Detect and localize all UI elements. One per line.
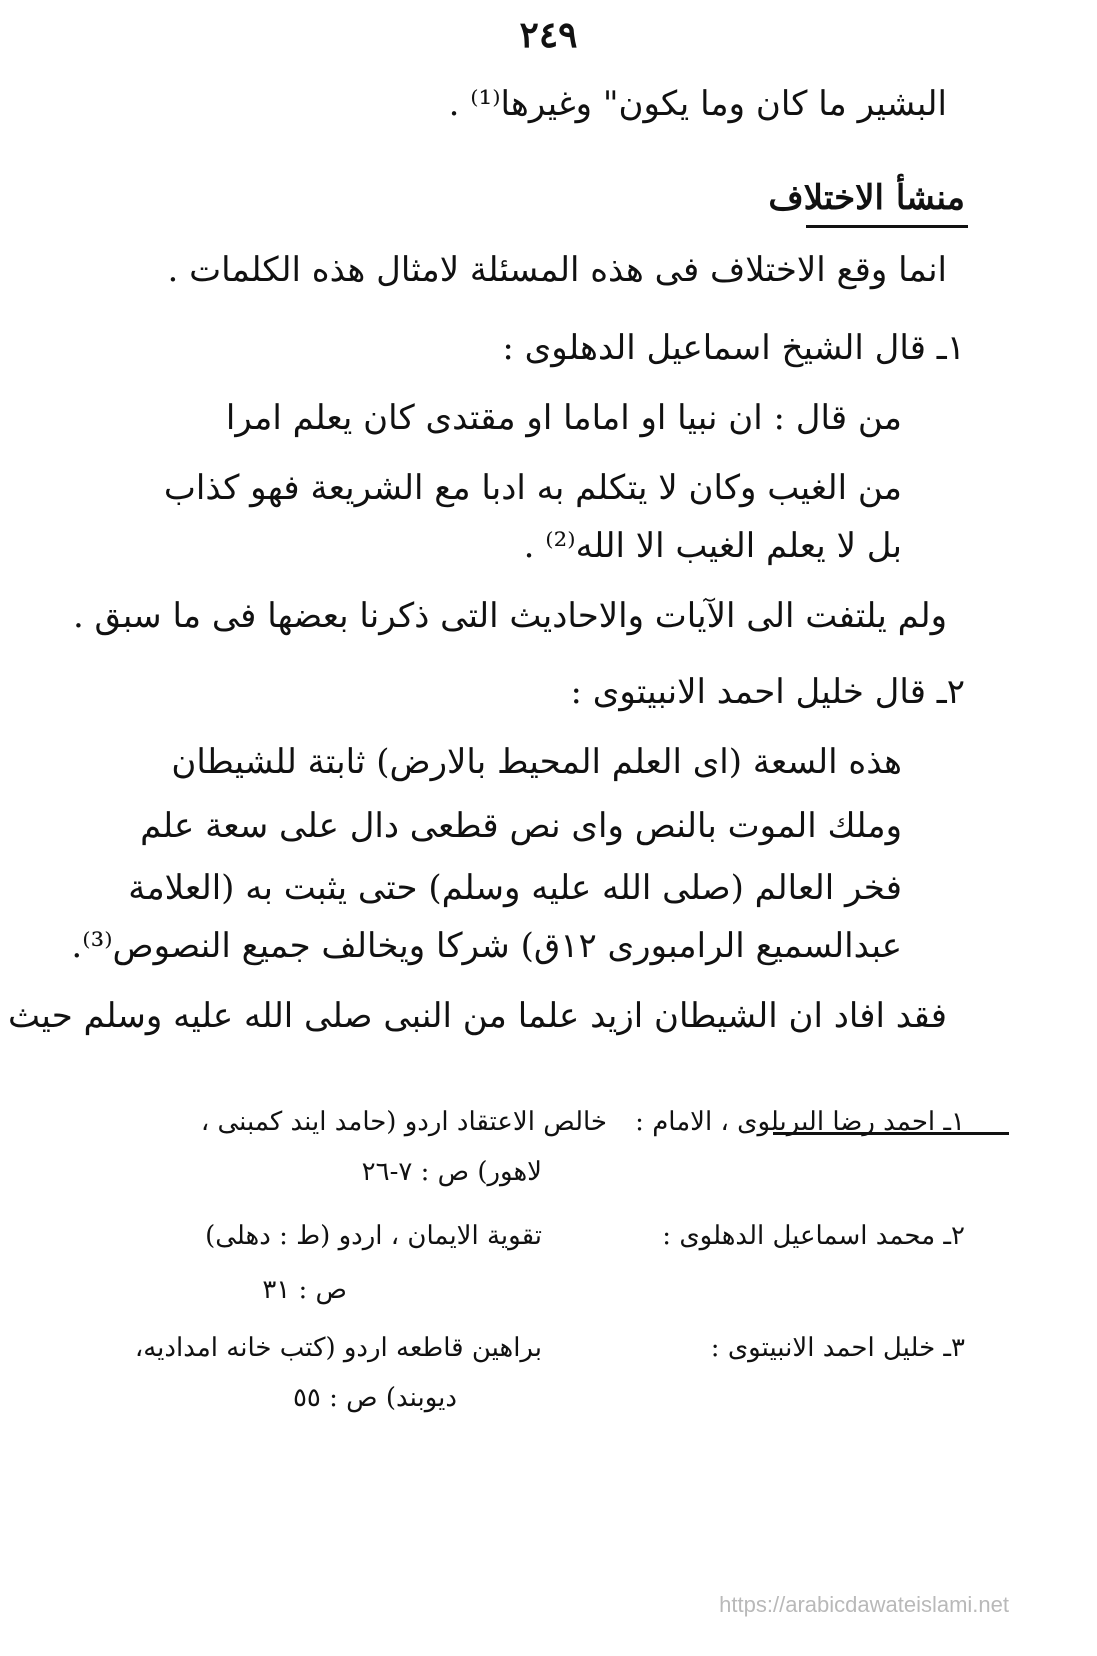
footnote-continuation: ص : ٣١ [262,1275,347,1305]
footnote-continuation: ديوبند) ص : ٥٥ [292,1383,457,1413]
numbered-item: ١ـ قال الشيخ اسماعيل الدهلوى : [502,328,965,368]
numbered-item: ٢ـ قال خليل احمد الانبيتوى : [570,672,965,712]
page-number: ٢٤٩ [519,14,578,56]
footnote-title: براهين قاطعه اردو (كتب خانه امداديه، [134,1333,542,1363]
footnote-author: ٣ـ خليل احمد الانبيتوى : [710,1333,965,1363]
quote-line: هذه السعة (اى العلم المحيط بالارض) ثابتة للشيطان [171,742,902,782]
footnote-title: تقوية الايمان ، اردو (ط : دهلى) [205,1221,542,1251]
footnote-continuation: لاهور) ص : ٧-٢٦ [361,1157,542,1187]
footnote-author: ٢ـ محمد اسماعيل الدهلوى : [662,1221,965,1251]
watermark-url: https://arabicdawateislami.net [719,1592,1009,1617]
section-heading: منشأ الاختلاف [768,178,965,218]
text-line: البشير ما كان وما يكون" وغيرها⁽¹⁾ . [448,84,947,124]
quote-line: من قال : ان نبيا او اماما او مقتدى كان يعلم امرا [225,398,902,438]
quote-line: وملك الموت بالنص واى نص قطعى دال على سعة علم [140,806,902,846]
quote-line: عبدالسميع الرامبورى ١٢ق) شركا ويخالف جميع النصوص⁽³⁾. [71,926,902,966]
quote-line: من الغيب وكان لا يتكلم به ادبا مع الشريعة فهو كذاب [163,468,902,508]
heading-underline [806,225,968,228]
footnote-title: خالص الاعتقاد اردو (حامد ايند كمبنى ، [200,1107,607,1137]
text-line: انما وقع الاختلاف فى هذه المسئلة لامثال هذه الكلمات . [167,250,947,290]
quote-line: فخر العالم (صلى الله عليه وسلم) حتى يثبت به (العلامة [128,868,902,908]
footnote-author: ١ـ احمد رضا البريلوى ، الامام : [635,1107,965,1137]
quote-line: بل لا يعلم الغيب الا الله⁽²⁾ . [523,526,902,566]
text-line: ولم يلتفت الى الآيات والاحاديث التى ذكرنا بعضها فى ما سبق . [72,596,947,636]
text-line: فقد افاد ان الشيطان ازيد علما من النبى صلى الله عليه وسلم حيث [8,996,947,1036]
